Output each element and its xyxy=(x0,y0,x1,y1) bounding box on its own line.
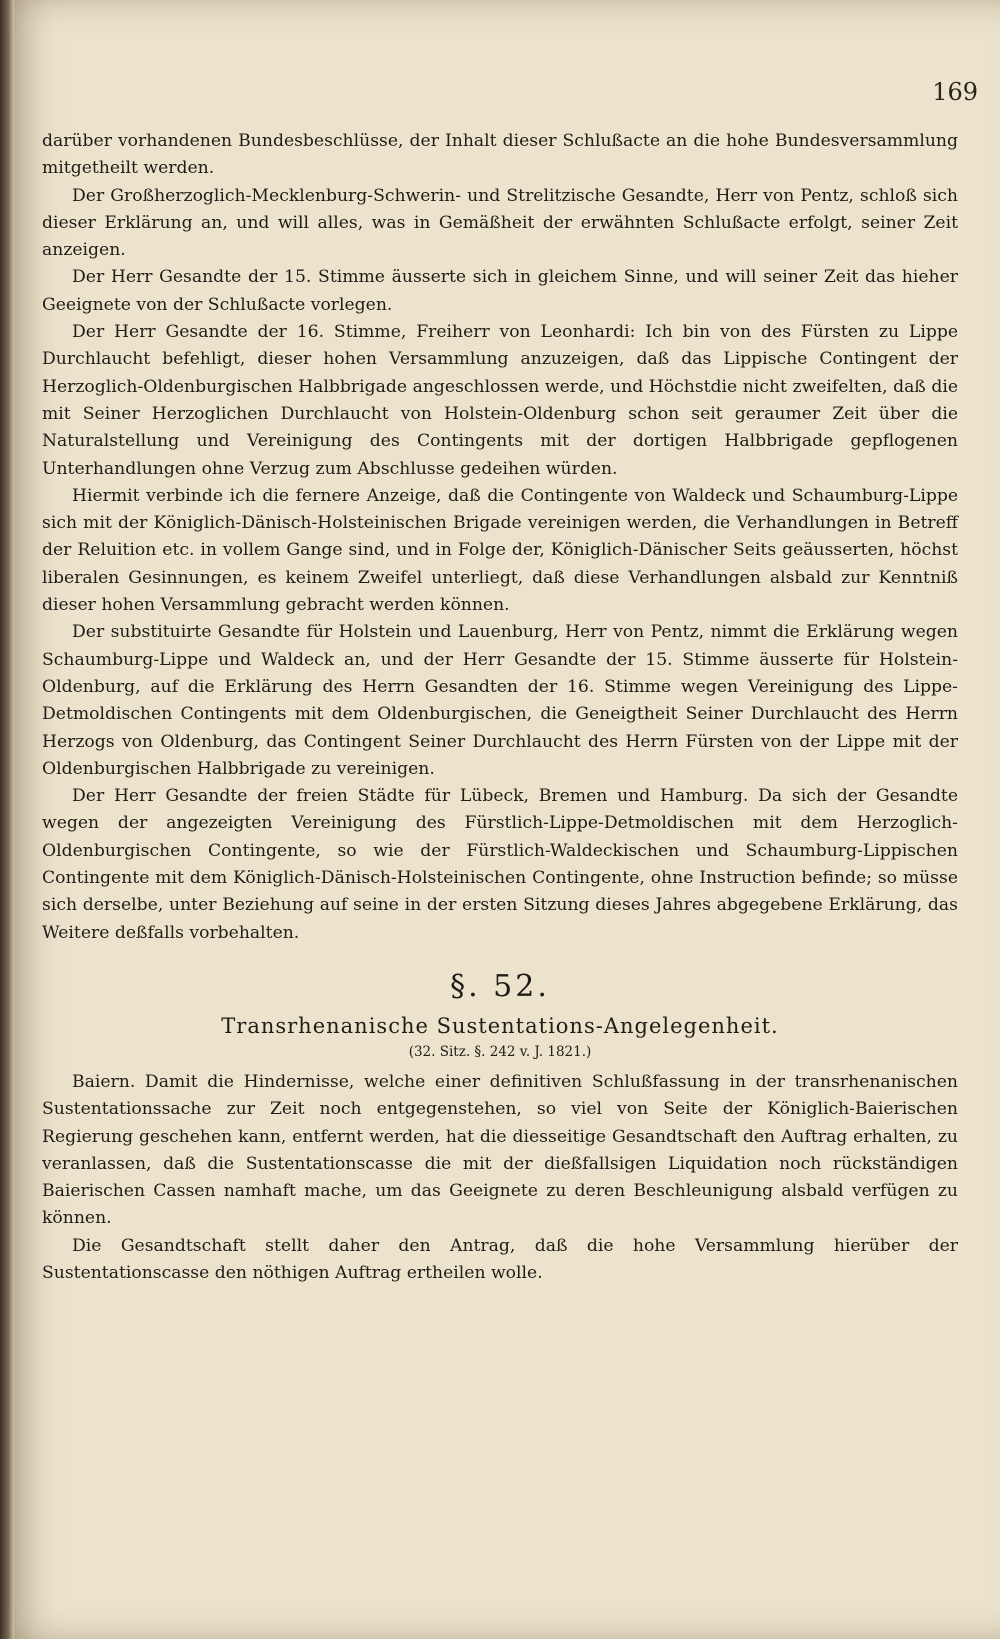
section-reference: (32. Sitz. §. 242 v. J. 1821.) xyxy=(408,1043,592,1060)
paragraph-continuation: darüber vorhandenen Bundesbeschlüsse, der Inhalt dieser Schlußacte an die hohe Bundesversammlung mitgetheilt werden. xyxy=(42,131,958,179)
paragraph-waldeck-schaumburg: Hiermit verbinde ich die fernere Anzeige, daß die Contingente von Waldeck und Schaumburg-Lippe sich mit der Königlich-Dänisch-Holsteinischen Brigade vereinigen werden, die Verhandlungen in Betreff der Reluition etc. in vollem Gange sind, und in Folge der, Königlich-Dänischer Seits geäusserten, höchst liberalen Gesinnungen, es keinem Zweifel unterliegt, daß diese Verhandlungen alsbald zur Kenntniß dieser hohen Versammlung gebracht werden können. xyxy=(42,485,958,616)
paragraph-request: Die Gesandtschaft stellt daher den Antrag, daß die hohe Versammlung hierüber der Sustentationscasse den nöthigen Auftrag ertheilen wolle. xyxy=(42,1235,958,1283)
paragraph-holstein-lauenburg: Der substituirte Gesandte für Holstein und Lauenburg, Herr von Pentz, nimmt die Erklärung wegen Schaumburg-Lippe und Waldeck an, und der Herr Gesandte der 15. Stimme äusserte für Holstein-Oldenburg, auf die Erklärung des Herrn Gesandten der 16. Stimme wegen Vereinigung des Lippe-Detmoldischen Contingents mit dem Oldenburgischen, die Geneigtheit Seiner Durchlaucht des Herrn Herzogs von Oldenburg, das Contingent Seiner Durchlaucht des Herrn Fürsten von der Lippe mit der Oldenburgischen Halbbrigade zu vereinigen. xyxy=(42,622,958,779)
section-heading: §. 52. xyxy=(450,968,550,1004)
paragraph-16th-vote: Der Herr Gesandte der 16. Stimme, Freiherr von Leonhardi: Ich bin von des Fürsten zu Lippe Durchlaucht befehligt, dieser hohen Versammlung anzuzeigen, daß das Lippische Contingent der Herzoglich-Oldenburgischen Halbbrigade angeschlossen werde, und Höchstdie nicht zweifelten, daß die mit Seiner Herzoglichen Durchlaucht von Holstein-Oldenburg schon seit geraumer Zeit über die Naturalstellung und Vereinigung des Contingents mit der dortigen Halbbrigade gepflogenen Unterhandlungen ohne Verzug zum Abschlusse gedeihen würden. xyxy=(42,322,958,479)
paragraph-15th-vote: Der Herr Gesandte der 15. Stimme äusserte sich in gleichem Sinne, und will seiner Zeit das hieher Geeignete von der Schlußacte vorlegen. xyxy=(42,267,958,315)
page-body xyxy=(42,128,958,1287)
section-title: Transrhenanische Sustentations-Angelegenheit. xyxy=(221,1013,779,1038)
paragraph-mecklenburg: Der Großherzoglich-Mecklenburg-Schwerin- und Strelitzische Gesandte, Herr von Pentz, schloß sich dieser Erklärung an, und will alles, was in Gemäßheit der erwähnten Schlußacte erfolgt, seiner Zeit anzeigen. xyxy=(42,185,958,261)
section-spacer xyxy=(42,947,958,961)
book-binding-edge xyxy=(0,0,14,1639)
paragraph-free-cities: Der Herr Gesandte der freien Städte für Lübeck, Bremen und Hamburg. Da sich der Gesandte wegen der angezeigten Vereinigung des Fürstlich-Lippe-Detmoldischen mit dem Herzoglich-Oldenburgischen Contingente, so wie der Fürstlich-Waldeckischen und Schaumburg-Lippischen Contingente mit dem Königlich-Dänisch-Holsteinischen Contingente, ohne Instruction befinde; so müsse sich derselbe, unter Beziehung auf seine in der ersten Sitzung dieses Jahres abgegebene Erklärung, das Weitere deßfalls vorbehalten. xyxy=(42,786,958,943)
page-number: 169 xyxy=(932,78,978,106)
paragraph-baiern: Baiern. Damit die Hindernisse, welche einer definitiven Schlußfassung in der transrhenanischen Sustentationssache zur Zeit noch entgegenstehen, so viel von Seite der Königlich-Baierischen Regierung geschehen kann, entfernt werden, hat die diesseitige Gesandtschaft den Auftrag erhalten, zu veranlassen, daß die Sustentationscasse die mit der dießfallsigen Liquidation noch rückständigen Baierischen Cassen namhaft mache, um das Geeignete zu deren Beschleunigung alsbald verfügen zu können. xyxy=(42,1071,958,1229)
